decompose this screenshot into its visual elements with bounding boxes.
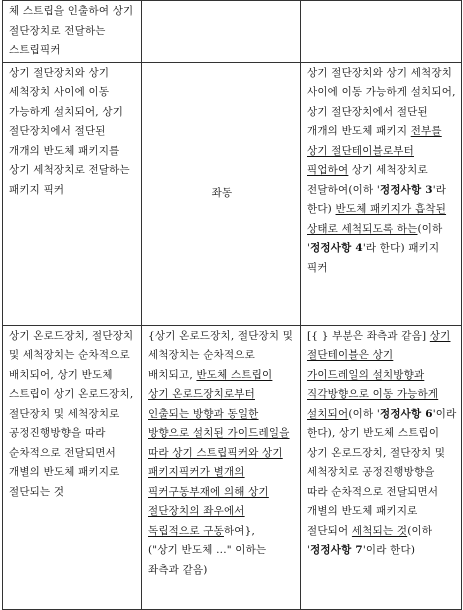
text-run: '이라 한다), 상기 반도체 스트립이 상기 온로드장치, 절단장치 및 세척장치로 공정진행방향을 따라 순차적으로 전달되면서 개별의 반도체 패키지로 절단되어 <box>307 407 457 537</box>
cell-corrected-claim: 좌동 <box>142 62 301 325</box>
text-run: [{ } 부분은 좌측과 같음] <box>307 329 430 342</box>
cell-original-claim: 체 스트립을 인출하여 상기 절단장치로 전달하는 스트립픽커 <box>3 1 142 63</box>
correction-label: 정정사항 4 <box>310 242 363 254</box>
underlined-text: 전부를 상기 절단테이블로부터 픽업하여 <box>307 125 442 176</box>
cell-original-claim: 상기 절단장치와 상기 세척장치 사이에 이동 가능하게 설치되어, 상기 절단장치에서 절단된 개개의 반도체 패키지를 상기 세척장치로 전달하는 패키지 픽커 <box>3 62 142 325</box>
underlined-text: 반도체 스트립이 상기 온로드장치로부터 인출되는 방향과 동일한 방향으로 설치된 가이드레일을 따라 상기 스트립픽커와 상기 패키지픽커가 별개의 픽커구동부재에 의해 상기 절단장치의 좌우에서 독립적으로 구동 <box>148 368 290 537</box>
text-run: '라 한다) <box>307 183 447 215</box>
correction-label: 정정사항 6 <box>379 407 433 420</box>
table-row <box>3 325 462 609</box>
text-run: {상기 온로드장치, 절단장치 및 세척장치는 순차적으로 배치되고, <box>148 329 294 381</box>
table-row <box>3 1 462 63</box>
comparison-table <box>2 0 462 610</box>
text-run: '라 한다) 패키지 픽커 <box>307 242 440 274</box>
cell-original-claim: 상기 온로드장치, 절단장치 및 세척장치는 순차적으로 배치되어, 상기 반도체 스트립이 상기 온로드장치, 절단장치 및 세척장치로 공정진행방향을 따라 순차적으로 전달되면서 개별의 반도체 패키지로 절단되는 것 <box>3 325 142 609</box>
text-run: 상기 절단장치와 상기 세척장치 사이에 이동 가능하게 설치되어, 상기 절단장치에서 절단된 개개의 반도체 패키지 <box>307 66 456 137</box>
underlined-text: 상기 절단테이블은 상기 가이드레일의 설치방향과 직각방향으로 이동 가능하게 설치되어 <box>307 329 451 420</box>
text-run: (이하 ' <box>307 222 443 254</box>
underlined-text: 반도체 패키지가 흡착된 상태로 세척되도록 하는 <box>307 203 447 235</box>
text-run: ("상기 반도체 ..." 이하는 좌측과 같음) <box>148 544 267 576</box>
cell-corrected-claim <box>142 1 301 63</box>
correction-label: 정정사항 7 <box>310 544 363 556</box>
cell-corrected-claim <box>142 325 301 609</box>
text-run: (이하 ' <box>307 524 433 556</box>
cell-correction-note <box>301 1 462 63</box>
cell-correction-note <box>301 325 462 609</box>
cell-correction-note <box>301 62 462 325</box>
text-run: 상기 세척장치로 전달하여(이하 ' <box>307 164 428 196</box>
table-row <box>3 62 462 325</box>
text-run: 하여}, <box>223 524 256 537</box>
text-run: (이하 ' <box>348 407 380 420</box>
underlined-text: 세척되는 것 <box>351 524 408 537</box>
text-run: '이라 한다) <box>362 544 416 556</box>
correction-label: 정정사항 3 <box>379 183 433 196</box>
